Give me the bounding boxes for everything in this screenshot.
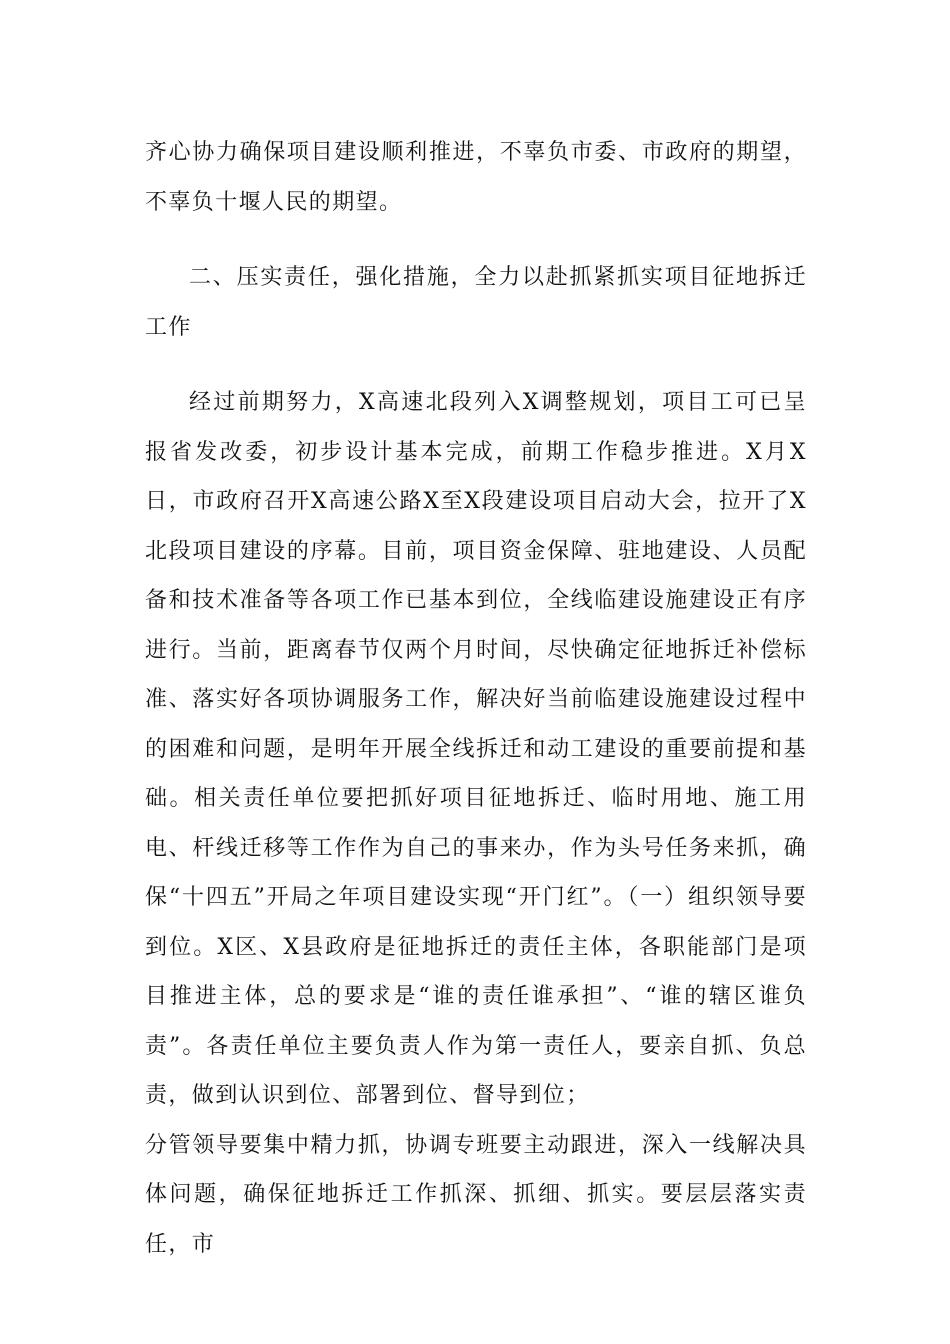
- paragraph-followup: 分管领导要集中精力抓，协调专班要主动跟进，深入一线解决具体问题，确保征地拆迁工作抓深、抓细、抓实。要层层落实责任，市: [145, 1132, 807, 1257]
- paragraph-continuation: 齐心协力确保项目建设顺利推进，不辜负市委、市政府的期望，不辜负十堰人民的期望。: [145, 140, 807, 215]
- paragraph-body: 经过前期努力，X高速北段列入X调整规划，项目工可已呈报省发改委，初步设计基本完成，前期工作稳步推进。X月X日，市政府召开X高速公路X至X段建设项目启动大会，拉开了X北段项目建设的序幕。目前，项目资金保障、驻地建设、人员配备和技术准备等各项工作已基本到位，全线临建设施建设正有序进行。当前，距离春节仅两个月时间，尽快确定征地拆迁补偿标准、落实好各项协调服务工作，解决好当前临建设施建设过程中的困难和问题，是明年开展全线拆迁和动工建设的重要前提和基础。相关责任单位要把抓好项目征地拆迁、临时用地、施工用电、杆线迁移等工作作为自己的事来办，作为头号任务来抓，确保“十四五”开局之年项目建设实现“开门红”。（一）组织领导要到位。X区、X县政府是征地拆迁的责任主体，各职能部门是项目推进主体，总的要求是“谁的责任谁承担”、“谁的辖区谁负责”。各责任单位主要负责人作为第一责任人，要亲自抓、负总责，做到认识到位、部署到位、督导到位；: [145, 390, 807, 1108]
- section-heading: 二、压实责任，强化措施，全力以赴抓紧抓实项目征地拆迁工作: [145, 265, 807, 340]
- document-page: [145, 128, 807, 1269]
